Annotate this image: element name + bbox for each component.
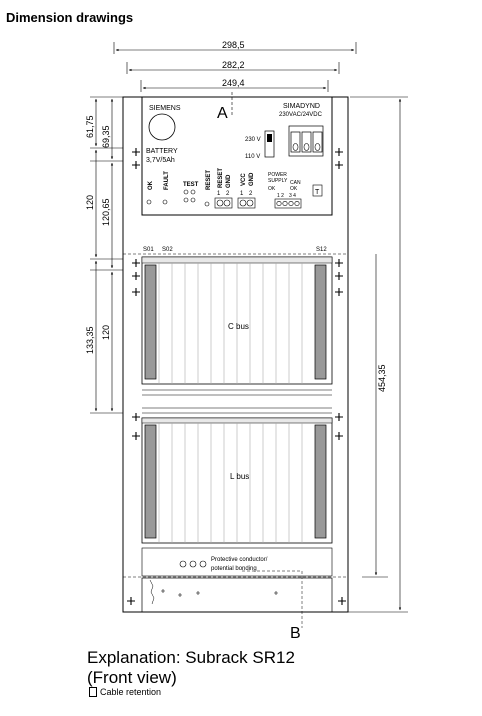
can-contact-numbers: 3 4 (289, 193, 296, 199)
pe-label-1: Protective conductor/ (211, 557, 268, 563)
product-label: SIMADYND (283, 103, 320, 110)
dim-120-lower: 120 (101, 324, 111, 340)
fuse-holders (289, 126, 323, 156)
c-bus-label: C bus (228, 322, 249, 331)
callout-b: B (290, 625, 301, 642)
c-bus-connector-left (145, 265, 156, 379)
term-num-2a: 2 (226, 191, 230, 197)
cable-retention-symbol (89, 687, 97, 697)
voltage-230: 230 V (245, 137, 261, 143)
reset-label: RESET (206, 169, 212, 190)
dim-120-65: 120,65 (101, 198, 111, 226)
c-bus-section (142, 247, 332, 384)
explanation-title: Explanation: Subrack SR12 (87, 648, 295, 667)
pe-label-2: potential bonding (211, 566, 257, 572)
legend (89, 687, 161, 697)
explanation-subtitle: (Front view) (87, 668, 177, 687)
dim-120-upper: 120 (85, 194, 95, 210)
power-rating-label: 230VAC/24VDC (279, 112, 322, 118)
slot-label-first: S01 (143, 247, 154, 253)
dim-height-total: 454,35 (377, 364, 387, 392)
reset-button[interactable] (205, 202, 209, 206)
test-label: TEST (183, 182, 199, 188)
fault-label: FAULT (164, 171, 170, 190)
protective-conductor-strip (142, 548, 332, 628)
voltage-110: 110 V (245, 154, 261, 160)
dim-69-35: 69,35 (101, 125, 111, 148)
l-bus-section (142, 418, 332, 543)
dim-width-inner: 249,4 (222, 78, 245, 88)
callout-a: A (217, 105, 228, 122)
term-num-1b: 1 (240, 191, 244, 197)
t-marker: T (315, 189, 320, 196)
divider-rail (142, 390, 332, 413)
l-bus-label: L bus (230, 472, 250, 481)
right-dimensions (348, 97, 408, 612)
battery-label: BATTERY (146, 148, 178, 155)
reset-gnd-label-1: RESET (218, 167, 224, 188)
ok-label: OK (148, 181, 154, 190)
legend-label: Cable retention (100, 687, 162, 697)
battery-cover-icon (149, 114, 175, 140)
battery-rating: 3,7V/5Ah (146, 157, 175, 164)
l-bus-connector-right (315, 425, 326, 538)
vcc-gnd-label-1: VCC (241, 173, 247, 186)
cable-retention-bar (142, 578, 332, 612)
dim-width-mid: 282,2 (222, 60, 245, 70)
vcc-gnd-label-2: GND (249, 172, 255, 186)
dim-width-outer: 298,5 (222, 40, 245, 50)
power-supply-label-1: POWER (268, 172, 287, 178)
can-ok-label: OK (290, 186, 298, 192)
brand-label: SIEMENS (149, 105, 181, 112)
dim-61-75: 61,75 (85, 115, 95, 138)
power-ok-label: OK (268, 186, 276, 192)
slot-label-last: S12 (316, 247, 327, 253)
fault-led (163, 200, 167, 204)
signal-terminal (275, 199, 301, 208)
ok-led (147, 200, 151, 204)
term-num-1a: 1 (217, 191, 221, 197)
slot-label-second: S02 (162, 247, 173, 253)
page-heading: Dimension drawings (6, 10, 134, 25)
can-label: CAN (290, 180, 301, 186)
l-bus-connector-left (145, 425, 156, 538)
ps-contact-numbers: 1 2 (277, 193, 284, 199)
test-leds (184, 190, 195, 202)
power-supply-label-2: SUPPLY (268, 178, 288, 184)
reset-gnd-label-2: GND (226, 174, 232, 188)
c-bus-connector-right (315, 265, 326, 379)
explanation (87, 648, 295, 688)
dim-133-35: 133,35 (85, 326, 95, 354)
terminal-blocks (215, 198, 255, 208)
power-supply-module (146, 92, 323, 208)
term-num-2b: 2 (249, 191, 253, 197)
